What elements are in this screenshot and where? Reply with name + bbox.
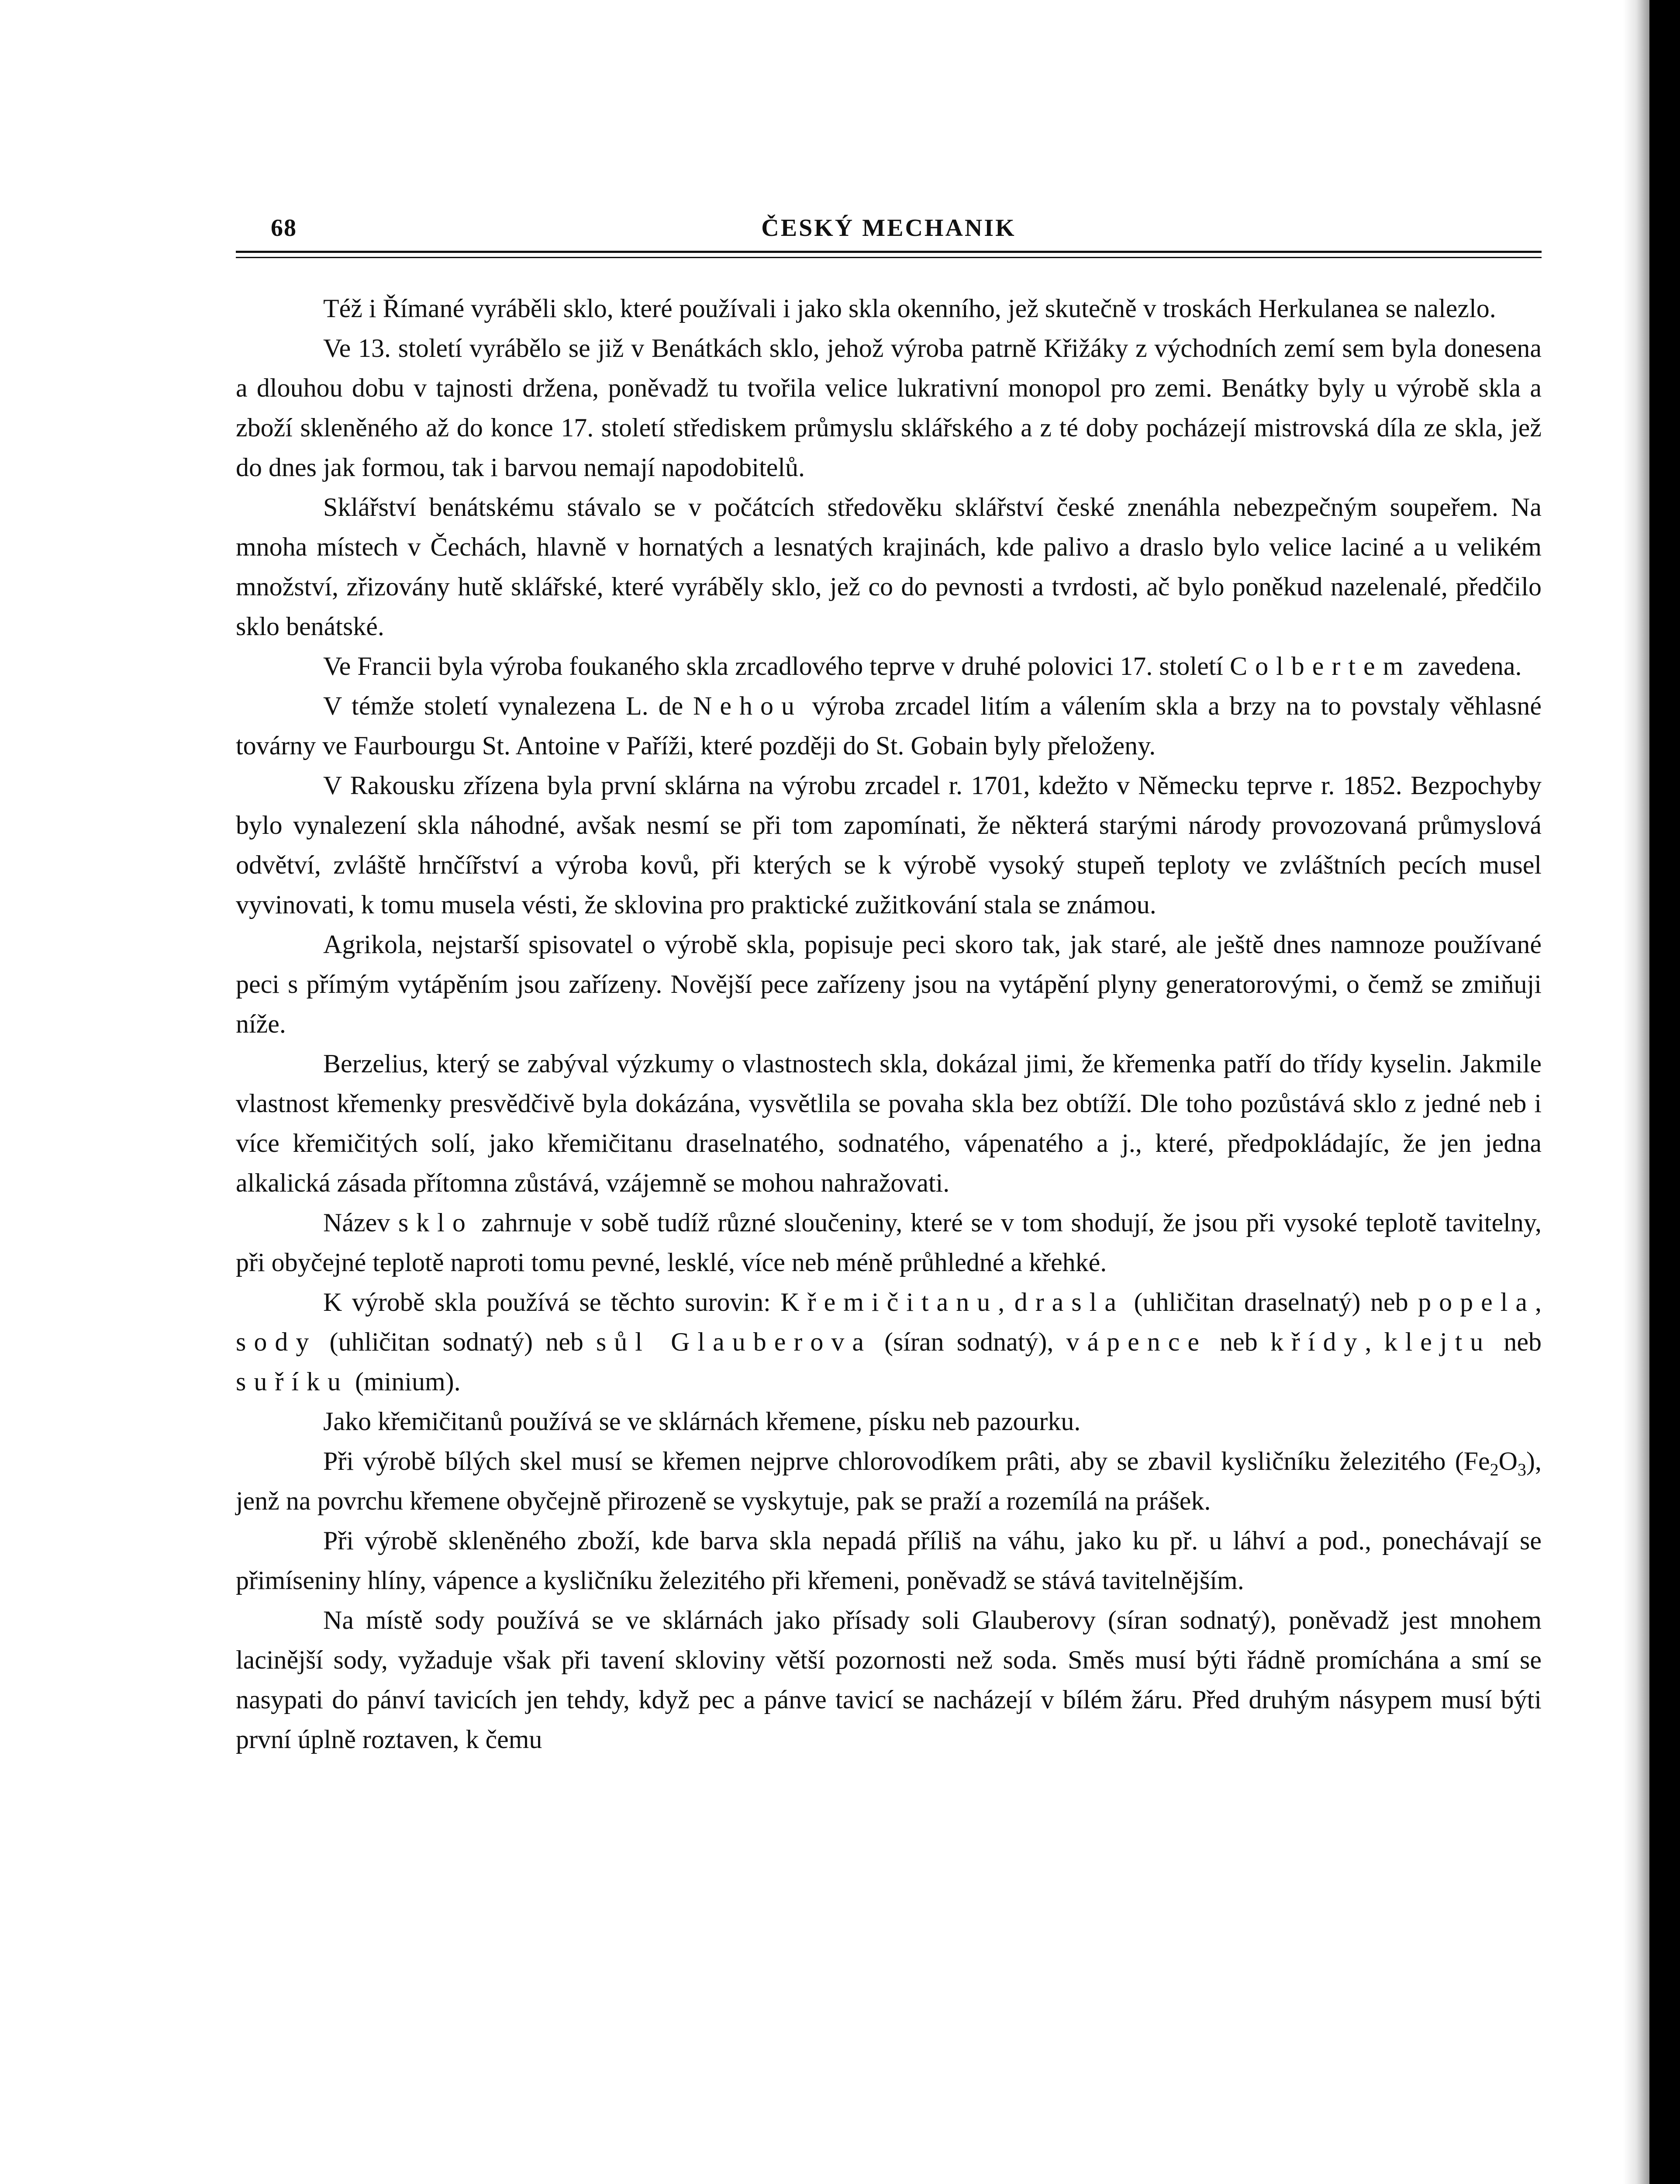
text-run: zavedena. [1411, 652, 1522, 681]
emphasized-term: sody [236, 1327, 317, 1356]
paragraph: V Rakousku zřízena byla první sklárna na výrobu zrcadel r. 1701, kdežto v Německu teprve r. 1852. Bezpochyby bylo vynalezení skla náhodné, avšak nesmí se při tom zapomínati, že některá starými národy provozovaná průmyslová odvětví, zvláště hrnčířství a výroba kovů, při kterých se k výrobě vysoký stupeň teploty ve zvláštních pecích musel vyvinovati, k tomu musela vésti, že sklovina pro praktické zužitkování stala se známou. [236, 771, 1542, 919]
text-run: , [998, 1288, 1014, 1317]
paragraph: Agrikola, nejstarší spisovatel o výrobě skla, popisuje peci skoro tak, jak staré, ale ještě dnes namnoze používané peci s přímým vytápěním jsou zařízeny. Novější pece zařízeny jsou na vytápění plyny generatorovými, o čemž se zmiňuji níže. [236, 930, 1542, 1038]
text-run: Název [323, 1208, 398, 1237]
paragraph: Při výrobě skleněného zboží, kde barva skla nepadá příliš na váhu, jako ku př. u láhví a pod., ponechávají se přimíseniny hlíny, vápence a kysličníku železitého při křemeni, poněvadž se stává tavitelnějším. [236, 1526, 1542, 1595]
text-run: ), jenž na povrchu křemene obyčejně přirozeně se vyskytuje, pak se praží a rozemílá na prášek. [236, 1447, 1542, 1515]
text-run: výroba zrcadel litím a válením skla a brzy na to povstaly věhlasné továrny ve Faurbourgu St. Antoine v Paříži, které později do St. Gobain byly přeloženy. [236, 691, 1542, 760]
scan-edge [1649, 0, 1680, 2184]
journal-title: ČESKÝ MECHANIK [761, 214, 1016, 242]
emphasized-name: Nehou [693, 691, 802, 720]
text-run: , [1365, 1327, 1384, 1356]
paragraph [236, 686, 1542, 766]
paragraph: Též i Římané vyráběli sklo, které používali i jako skla okenního, jež skutečně v troskách Herkulanea se nalezlo. [323, 294, 1496, 323]
emphasized-term: popela [1418, 1288, 1535, 1317]
text-run: O [1498, 1447, 1518, 1476]
paragraph: Jako křemičitanů používá se ve sklárnách křemene, písku neb pazourku. [323, 1407, 1081, 1436]
paragraph: Ve 13. století vyrábělo se již v Benátkách sklo, jehož výroba patrně Křižáky z východních zemí sem byla donesena a dlouhou dobu v tajnosti držena, poněvadž tu tvořila velice lukrativní monopol pro zemi. Benátky byly u výrobě skla a zboží skleněného až do konce 17. století střediskem průmyslu sklářského a z té doby pocházejí mistrovská díla ze skla, jež do dnes jak formou, tak i barvou nemají napodobitelů. [236, 334, 1542, 482]
subscript: 3 [1518, 1460, 1527, 1479]
emphasized-term: křídy [1270, 1327, 1365, 1356]
paragraph: Sklářství benátskému stávalo se v počátcích středověku sklářství české znenáhla nebezpečným soupeřem. Na mnoha místech v Čechách, hlavně v hornatých a lesnatých krajinách, kde palivo a draslo bylo velice laciné a u velikém množství, zřizovány hutě sklářské, které vyráběly sklo, jež co do pevnosti a tvrdosti, ač bylo poněkud nazelenalé, předčilo sklo benátské. [236, 493, 1542, 641]
paragraph [236, 1282, 1542, 1402]
emphasized-term: klejtu [1384, 1327, 1491, 1356]
text-run: zahrnuje v sobě tudíž různé sloučeniny, které se v tom shodují, že jsou při vysoké teplotě tavitelny, při obyčejné teplotě naproti tomu pevné, lesklé, více neb méně průhledné a křehké. [236, 1208, 1542, 1277]
header-rule-thin [236, 257, 1542, 258]
emphasized-term: sůl Glauberova [596, 1327, 872, 1356]
text-run: Při výrobě bílých skel musí se křemen nejprve chlorovodíkem prâti, aby se zbavil kysličníku železitého (Fe [323, 1447, 1490, 1476]
text-run: Ve Francii byla výroba foukaného skla zrcadlového teprve v druhé polovici 17. století [323, 652, 1230, 681]
text-run: (uhličitan sodnatý) neb [317, 1327, 596, 1356]
emphasized-term: drasla [1014, 1288, 1124, 1317]
text-run: (síran sodnatý), [871, 1327, 1066, 1356]
subscript: 2 [1490, 1460, 1499, 1479]
emphasized-term: suříku [236, 1367, 348, 1396]
emphasized-name: Colbertem [1230, 652, 1411, 681]
text-run: K výrobě skla používá se těchto surovin: [323, 1288, 781, 1317]
paragraph: Na místě sody používá se ve sklárnách jako přísady soli Glauberovy (síran sodnatý), poněvadž jest mnohem lacinější sody, vyžaduje však při tavení skloviny větší pozornosti než soda. Směs musí býti řádně promíchána a smí se nasypati do pánví tavicích jen tehdy, když pec a pánve tavicí se nacházejí v bílém žáru. Před druhým násypem musí býti první úplně roztaven, k čemu [236, 1606, 1542, 1754]
emphasized-term: Křemičitanu [780, 1288, 998, 1317]
paragraph [236, 646, 1542, 686]
page-number: 68 [271, 214, 297, 242]
scan-shadow [1623, 0, 1649, 2184]
page [236, 205, 1542, 1759]
header-rule-thick [236, 251, 1542, 253]
text-run: V témže století vynalezena L. de [323, 691, 693, 720]
text-run: neb [1491, 1327, 1542, 1356]
paragraph: Berzelius, který se zabýval výzkumy o vlastnostech skla, dokázal jimi, že křemenka patří do třídy kyselin. Jakmile vlastnost křemenky presvědčivě byla dokázána, vysvětlila se povaha skla bez obtíží. Dle toho pozůstává sklo z jedné neb i více křemičitých solí, jako křemičitanu draselnatého, sodnatého, vápenatého a j., které, předpokládajíc, že jen jedna alkalická zásada přítomna zůstává, vzájemně se mohou nahražovati. [236, 1049, 1542, 1197]
paragraph [236, 1203, 1542, 1282]
text-run: neb [1207, 1327, 1270, 1356]
text-run: (minium). [348, 1367, 461, 1396]
article-body [236, 289, 1542, 1759]
emphasized-term: sklo [398, 1208, 473, 1237]
paragraph [236, 1441, 1542, 1521]
text-run: , [1535, 1288, 1542, 1317]
emphasized-term: vápence [1066, 1327, 1207, 1356]
running-head [236, 205, 1542, 249]
text-run: (uhličitan draselnatý) neb [1124, 1288, 1418, 1317]
